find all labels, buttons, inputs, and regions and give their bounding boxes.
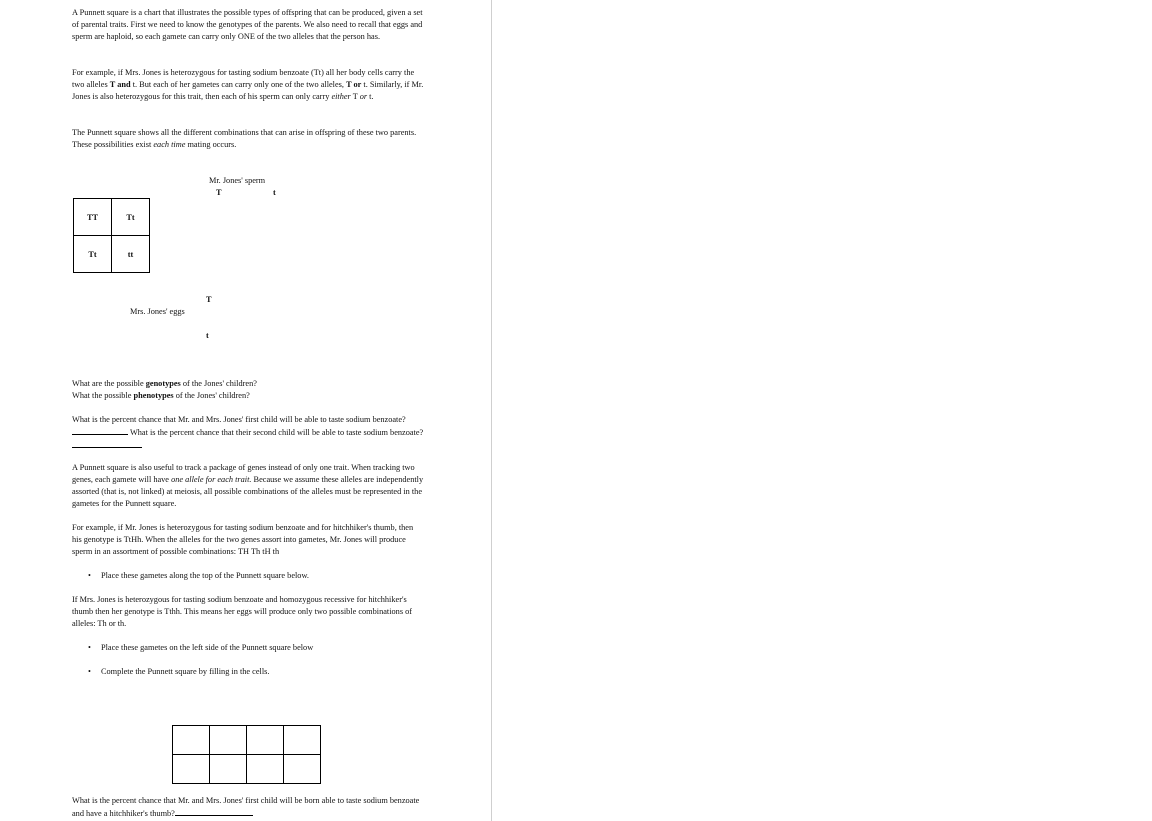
final-question: What is the percent chance that Mr. and Mrs. Jones' first child will be born able to taste sodium benzoate and have a hitchhiker's thumb?	[72, 796, 420, 818]
egg-allele-T: T	[206, 295, 212, 304]
mrs-jones-paragraph: If Mrs. Jones is heterozygous for tasting sodium benzoate and homozygous recessive for hitchhiker's thumb then her genotype is Tthh. This means her eggs will produce only two possible combinations of alleles: Th or th.	[72, 595, 413, 628]
empty-cell[interactable]	[247, 726, 284, 755]
empty-cell[interactable]	[284, 726, 321, 755]
punnett-square-2	[172, 725, 321, 784]
sperm-allele-T: T	[216, 188, 222, 197]
gene-package-paragraph: A Punnett square is also useful to track a package of genes instead of only one trait. When tracking two genes, each gamete will have one allele for each trait. Because we assume these alleles are independently assorted (that is, not linked) at meiosis, all possible combinations of the alleles must be represented in the gametes for the Punnett square.	[72, 463, 424, 508]
bullet-item-gametes-top: • Place these gametes along the top of the Punnett square below.	[88, 571, 309, 580]
genotype-question: What are the possible genotypes of the Jones' children?	[72, 379, 257, 388]
empty-cell[interactable]	[247, 755, 284, 784]
empty-cell[interactable]	[210, 726, 247, 755]
bullet-item-gametes-left: • Place these gametes on the left side of the Punnett square below	[88, 643, 314, 652]
document-page	[0, 0, 493, 821]
phenotype-question: What the possible phenotypes of the Jones' children?	[72, 391, 250, 400]
combinations-paragraph: The Punnett square shows all the different combinations that can arise in offspring of these two parents. These possibilities exist each time mating occurs.	[72, 128, 417, 149]
percent-chance-question: What is the percent chance that Mr. and Mrs. Jones' first child will be able to taste sodium benzoate? What is the percent chance that their second child will be able to taste sodium benzoate?	[72, 414, 424, 452]
empty-cell[interactable]	[210, 755, 247, 784]
sperm-allele-t: t	[273, 188, 276, 197]
dihybrid-example-paragraph: For example, if Mr. Jones is heterozygous for tasting sodium benzoate and for hitchhiker's thumb, then his genotype is TtHh. When the alleles for the two genes assort into gametes, Mr. Jones will produce sperm in an assortment of possible combinations: TH Th tH th	[72, 523, 414, 556]
cell-r1c1: TT	[74, 199, 112, 236]
egg-allele-t: t	[206, 331, 209, 340]
cell-r2c1: Tt	[74, 236, 112, 273]
bullet-item-complete-square: • Complete the Punnett square by filling in the cells.	[88, 667, 270, 676]
cell-r1c2: Tt	[112, 199, 150, 236]
example-paragraph: For example, if Mrs. Jones is heterozygous for tasting sodium benzoate (Tt) all her body cells carry the two alleles T and t. But each of her gametes can carry only one of the two alleles, T or t. Similarly, if Mr. Jones is also heterozygous for this trait, then each of his sperm can only carry either T or t.	[72, 68, 424, 101]
sperm-label: Mr. Jones' sperm	[209, 176, 266, 185]
cell-r2c2: tt	[112, 236, 150, 273]
empty-cell[interactable]	[173, 755, 210, 784]
empty-cell[interactable]	[173, 726, 210, 755]
intro-paragraph: A Punnett square is a chart that illustrates the possible types of offspring that can be produced, given a set of parental traits. First we need to know the genotypes of the parents. We also need to recall that eggs and sperm are haploid, so each gamete can carry only ONE of the two alleles that the person has.	[72, 8, 423, 41]
eggs-label: Mrs. Jones' eggs	[130, 307, 185, 316]
blank-workspace	[492, 0, 1152, 821]
empty-cell[interactable]	[284, 755, 321, 784]
punnett-square-1	[73, 198, 150, 273]
